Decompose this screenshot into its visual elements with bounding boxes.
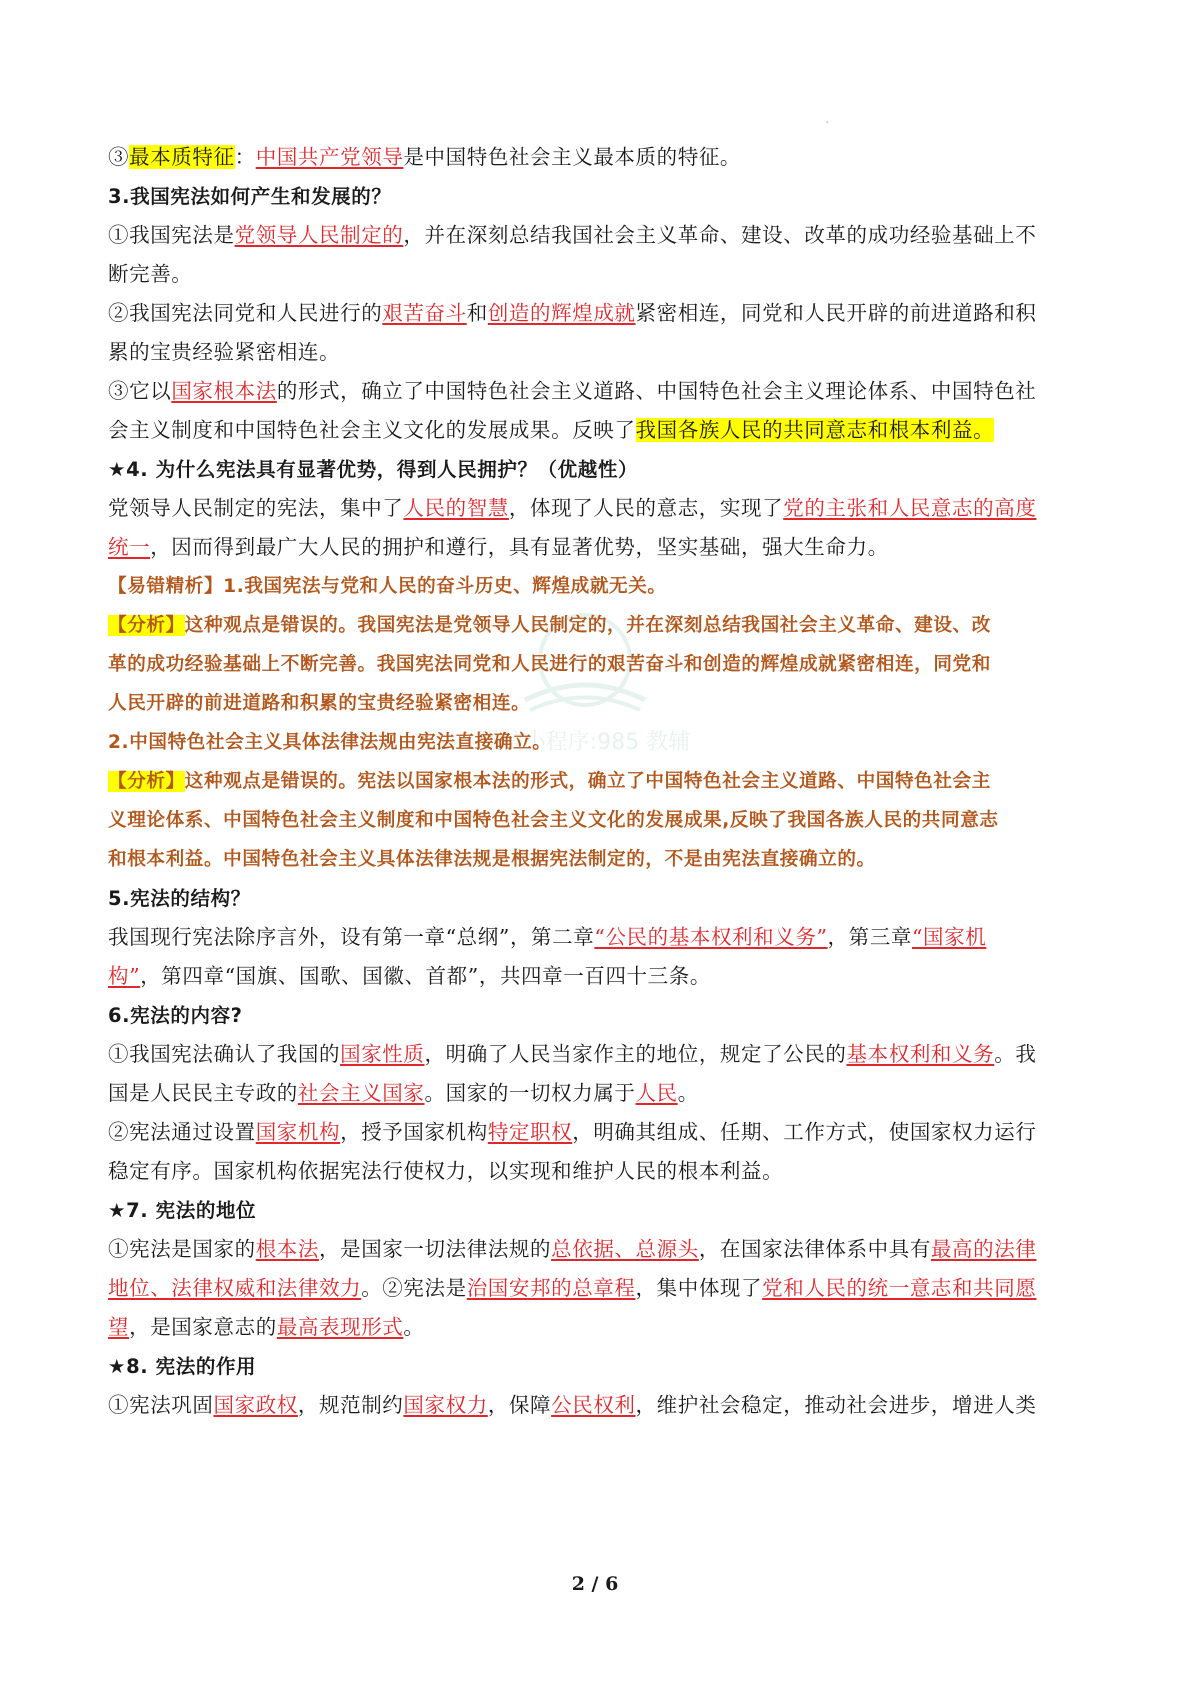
key-term: 根本法 <box>255 1237 320 1261</box>
key-term: 总依据、总源头 <box>551 1237 699 1261</box>
error-analysis-title: 【易错精析】1.我国宪法与党和人民的奋斗历史、辉煌成就无关。 <box>108 576 667 597</box>
text: ，明确其组成、任期、工作方式，使国家权力运行 <box>572 1120 1037 1144</box>
paragraph-line <box>108 528 1093 567</box>
highlight-text: 我国各族人民的共同意志和根本利益。 <box>635 418 995 442</box>
section-heading-3: 3.我国宪法如何产生和发展的？ <box>108 185 392 208</box>
paragraph-line <box>108 372 1093 411</box>
key-term: 党的主张和人民意志的高度 <box>783 496 1037 520</box>
paragraph-line <box>108 1386 1093 1425</box>
key-term: 中国共产党领导 <box>255 145 404 169</box>
text: ，第三章 <box>827 925 912 949</box>
paragraph-line <box>108 1035 1093 1074</box>
key-term: 党领导人民制定的 <box>234 223 404 247</box>
text: ①我国宪法是 <box>108 223 235 247</box>
paragraph-line: 累的宝贵经验紧密相连。 <box>108 340 341 364</box>
paragraph-line <box>108 489 1093 528</box>
text: 紧密相连，同党和人民开辟的前进道路和积 <box>635 301 1037 325</box>
text: ，在国家法律体系中具有 <box>698 1237 931 1261</box>
paragraph-line: 稳定有序。国家机构依据宪法行使权力，以实现和维护人民的根本利益。 <box>108 1159 784 1183</box>
key-term: 国家根本法 <box>171 379 277 403</box>
key-term: 地位、法律权威和法律效力 <box>108 1276 362 1300</box>
text: ，第四章“国旗、国歌、国徽、首都”，共四章一百四十三条。 <box>140 964 711 988</box>
document-body <box>108 138 1093 1425</box>
key-term: 治国安邦的总章程 <box>466 1276 636 1300</box>
text: ，保障 <box>487 1393 552 1417</box>
text: 。 <box>677 1081 699 1105</box>
key-term: 统一 <box>108 535 151 559</box>
text: ②我国宪法同党和人民进行的 <box>108 301 383 325</box>
stray-mark: ' <box>826 120 829 129</box>
text: ，体现了人民的意志，实现了 <box>508 496 784 520</box>
key-term: 国家性质 <box>340 1042 425 1066</box>
analysis-line: 革的成功经验基础上不断完善。我国宪法同党和人民进行的艰苦奋斗和创造的辉煌成就紧密相连，同党和 <box>108 654 991 675</box>
text: ②宪法通过设置 <box>108 1120 256 1144</box>
text: ①宪法是国家的 <box>108 1237 256 1261</box>
section-heading-6: 6.宪法的内容? <box>108 1004 243 1027</box>
error-item-2: 2.中国特色社会主义具体法律法规由宪法直接确立。 <box>108 732 552 753</box>
key-term: 国家机构 <box>255 1120 341 1144</box>
paragraph-line <box>108 1230 1093 1269</box>
analysis-line: 人民开辟的前进道路和积累的宝贵经验紧密相连。 <box>108 693 531 714</box>
text: 的形式，确立了中国特色社会主义道路、中国特色社会主义理论体系、中国特色社 <box>276 379 1037 403</box>
section-heading-7: ★7. 宪法的地位 <box>108 1199 257 1222</box>
text: ③它以 <box>108 379 172 403</box>
analysis-line <box>108 762 1093 801</box>
key-term: “公民的基本权利和义务” <box>594 925 828 949</box>
text: ①宪法巩固 <box>108 1393 214 1417</box>
text: ，集中体现了 <box>635 1276 763 1300</box>
text: 这种观点是错误的。我国宪法是党领导人民制定的，并在深刻总结我国社会主义革命、建设、改 <box>184 615 991 636</box>
text: 。②宪法是 <box>361 1276 467 1300</box>
paragraph-line <box>108 957 1093 996</box>
paragraph-line <box>108 1269 1093 1308</box>
text: ，明确了人民当家作主的地位，规定了公民的 <box>424 1042 847 1066</box>
analysis-line: 义理论体系、中国特色社会主义制度和中国特色社会主义文化的发展成果,反映了我国各族人民的共同意志 <box>108 810 999 831</box>
text: 。 <box>403 1315 425 1339</box>
key-term: “国家机 <box>911 925 987 949</box>
text: ，因而得到最广大人民的拥护和遵行，具有显著优势，坚实基础，强大生命力。 <box>150 535 889 559</box>
key-term: 国家政权 <box>213 1393 298 1417</box>
analysis-line <box>108 606 1093 645</box>
key-term: 望 <box>108 1315 130 1339</box>
key-term: 最高的法律 <box>930 1237 1037 1261</box>
text: ，是国家一切法律法规的 <box>319 1237 552 1261</box>
paragraph-line <box>108 1074 1093 1113</box>
text: 我国现行宪法除序言外，设有第一章“总纲”，第二章 <box>108 925 595 949</box>
key-term: 艰苦奋斗 <box>382 301 467 325</box>
text: 会主义制度和中国特色社会主义文化的发展成果。反映了 <box>108 418 636 442</box>
text: 党领导人民制定的宪法，集中了 <box>108 496 404 520</box>
analysis-tag: 【分析】 <box>108 615 185 636</box>
text: 国是人民民主专政的 <box>108 1081 298 1105</box>
section-heading-5: 5.宪法的结构？ <box>108 887 251 910</box>
paragraph-line <box>108 1308 1093 1347</box>
key-term: 人民 <box>635 1081 678 1105</box>
analysis-line: 和根本利益。中国特色社会主义具体法律法规是根据宪法制定的，不是由宪法直接确立的。 <box>108 849 876 870</box>
text: ，授予国家机构 <box>340 1120 488 1144</box>
paragraph-line <box>108 294 1093 333</box>
text: 这种观点是错误的。宪法以国家根本法的形式，确立了中国特色社会主义道路、中国特色社会主 <box>184 771 991 792</box>
key-term: 人民的智慧 <box>403 496 509 520</box>
text: ： <box>234 145 256 169</box>
section-heading-4: ★4. 为什么宪法具有显著优势，得到人民拥护？（优越性） <box>108 458 639 481</box>
key-term: 基本权利和义务 <box>846 1042 995 1066</box>
key-term: 国家权力 <box>403 1393 488 1417</box>
item-number: ③ <box>108 145 130 169</box>
text: ，是国家意志的 <box>129 1315 277 1339</box>
text: ①我国宪法确认了我国的 <box>108 1042 341 1066</box>
key-term: 公民权利 <box>551 1393 636 1417</box>
section-heading-8: ★8. 宪法的作用 <box>108 1355 257 1378</box>
highlight-text: 最本质特征 <box>129 145 235 169</box>
analysis-tag: 【分析】 <box>108 771 185 792</box>
text: 。国家的一切权力属于 <box>424 1081 636 1105</box>
paragraph-line: 断完善。 <box>108 262 193 286</box>
line-essential-feature <box>108 138 1093 177</box>
watermark-text: 微信小程序:985 教辅 <box>479 730 691 755</box>
key-term: 最高表现形式 <box>276 1315 404 1339</box>
text: 是中国特色社会主义最本质的特征。 <box>403 145 742 169</box>
text: 。我 <box>994 1042 1037 1066</box>
text: ，并在深刻总结我国社会主义革命、建设、改革的成功经验基础上不 <box>403 223 1037 247</box>
page-number: 2 / 6 <box>571 1573 619 1595</box>
key-term: 创造的辉煌成就 <box>487 301 636 325</box>
text: ，规范制约 <box>297 1393 404 1417</box>
key-term: 特定职权 <box>487 1120 573 1144</box>
key-term: 党和人民的统一意志和共同愿 <box>762 1276 1037 1300</box>
key-term: 构” <box>108 964 141 988</box>
key-term: 社会主义国家 <box>297 1081 425 1105</box>
text: ，维护社会稳定，推动社会进步，增进人类 <box>635 1393 1037 1417</box>
paragraph-line <box>108 411 1093 450</box>
paragraph-line <box>108 918 1093 957</box>
text: 和 <box>466 301 488 325</box>
paragraph-line <box>108 1113 1093 1152</box>
paragraph-line <box>108 216 1093 255</box>
